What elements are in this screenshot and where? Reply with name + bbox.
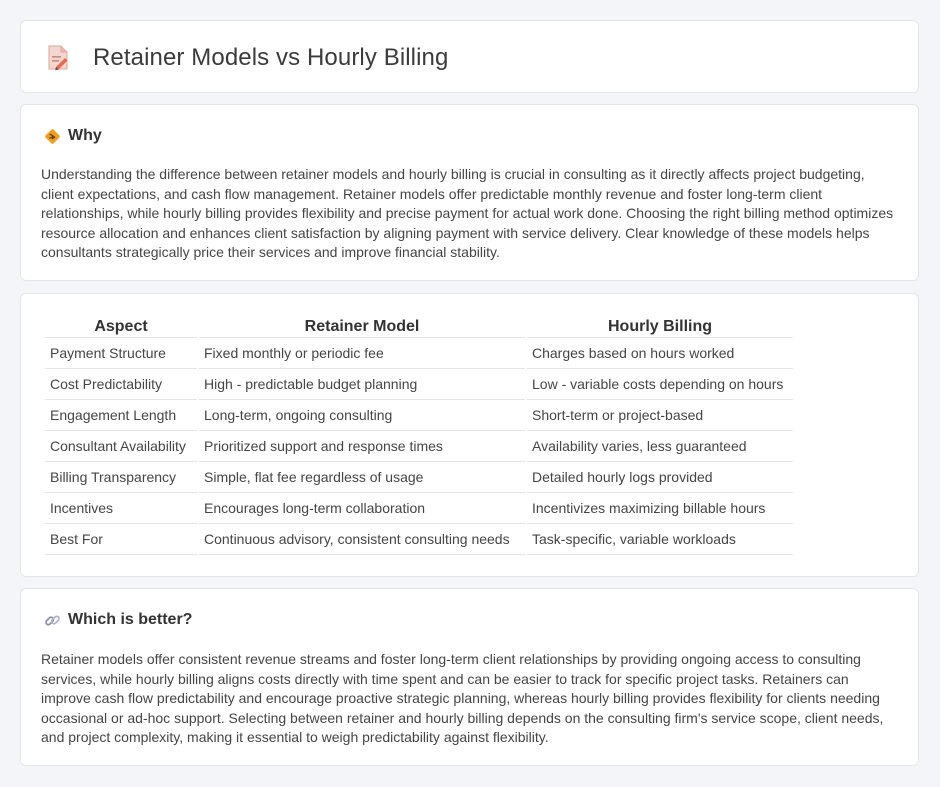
diamond-sign-icon [43, 127, 61, 145]
table-row [45, 369, 793, 400]
table-header-row [45, 315, 793, 338]
table-row [45, 462, 793, 493]
table-cell: Billing Transparency [45, 462, 197, 493]
table-cell: Incentivizes maximizing billable hours [527, 493, 793, 524]
table-cell: High - predictable budget planning [199, 369, 525, 400]
which-is-better-section [20, 588, 919, 766]
column-header-aspect: Aspect [45, 315, 197, 338]
why-text: Understanding the difference between retainer models and hourly billing is crucial in consulting as it directly affects project budgeting, client expectations, and cash flow management. Retainer models offer predictable monthly revenue and foster long-term client relationships, while hourly billing provides flexibility and precise payment for actual work done. Choosing the right billing method optimizes resource allocation and enhances client satisfaction by aligning payment with service delivery. Clear knowledge of these models helps consultants strategically price their services and improve financial stability. [41, 166, 894, 261]
link-icon [43, 611, 61, 629]
table-cell: Engagement Length [45, 400, 197, 431]
title-row [47, 44, 448, 72]
page-title: Retainer Models vs Hourly Billing [93, 44, 449, 71]
table-cell: Simple, flat fee regardless of usage [199, 462, 525, 493]
table-cell: Prioritized support and response times [199, 431, 525, 462]
why-section [20, 104, 919, 281]
table-cell: Long-term, ongoing consulting [199, 400, 525, 431]
table-cell: Low - variable costs depending on hours [527, 369, 793, 400]
table-cell: Cost Predictability [45, 369, 197, 400]
better-text: Retainer models offer consistent revenue streams and foster long-term client relationships by providing ongoing access to consulting services, while hourly billing aligns costs directly with time spent and can be easier to track for specific project tasks. Retainers can improve cash flow predictability and encourage proactive strategic planning, whereas hourly billing provides flexibility for clients needing occasional or ad-hoc support. Selecting between retainer and hourly billing depends on the consulting firm's service scope, client needs, and project complexity, making it essential to weigh predictability against flexibility. [41, 651, 884, 746]
table-cell: Consultant Availability [45, 431, 197, 462]
table-cell: Charges based on hours worked [527, 338, 793, 369]
table-cell: Continuous advisory, consistent consulting needs [199, 524, 525, 555]
table-row [45, 493, 793, 524]
better-heading: Which is better? [68, 611, 193, 628]
table-row [45, 400, 793, 431]
better-heading-row [43, 611, 192, 629]
column-header-hourly: Hourly Billing [527, 315, 793, 338]
document-pencil-icon [47, 45, 69, 71]
table-cell: Availability varies, less guaranteed [527, 431, 793, 462]
table-cell: Detailed hourly logs provided [527, 462, 793, 493]
table-cell: Encourages long-term collaboration [199, 493, 525, 524]
table-row [45, 524, 793, 555]
table-cell: Fixed monthly or periodic fee [199, 338, 525, 369]
table-row [45, 431, 793, 462]
table-row [45, 338, 793, 369]
comparison-table-card [20, 293, 919, 577]
table-cell: Best For [45, 524, 197, 555]
comparison-table [43, 315, 795, 555]
table-cell: Incentives [45, 493, 197, 524]
why-heading: Why [68, 127, 102, 144]
table-cell: Task-specific, variable workloads [527, 524, 793, 555]
title-card [20, 20, 919, 93]
table-cell: Short-term or project-based [527, 400, 793, 431]
table-cell: Payment Structure [45, 338, 197, 369]
column-header-retainer: Retainer Model [199, 315, 525, 338]
why-heading-row [43, 127, 102, 145]
